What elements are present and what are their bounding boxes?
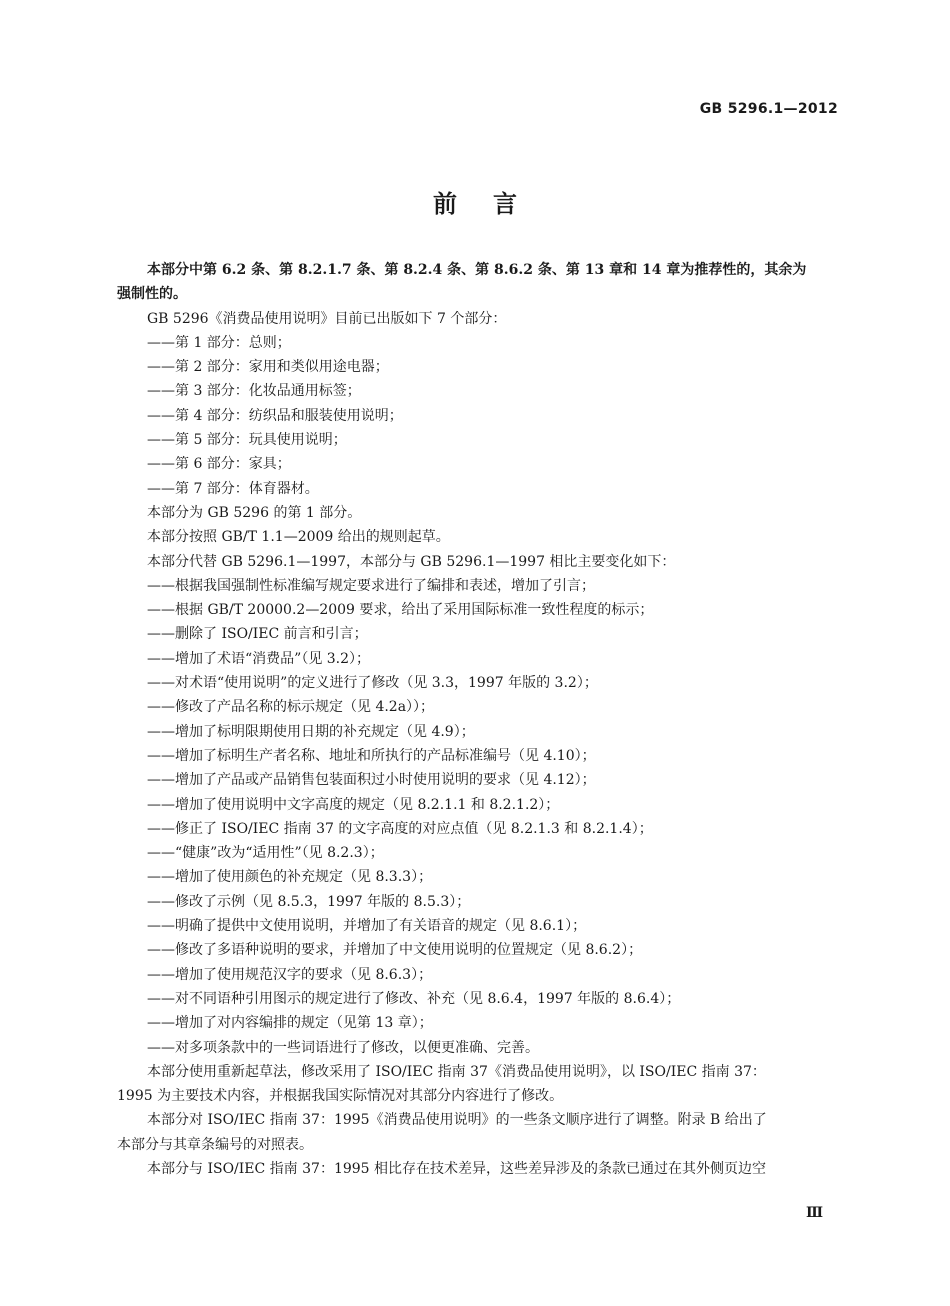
list-item: ——修改了多语种说明的要求，并增加了中文使用说明的位置规定（见 8.6.2）；	[147, 942, 643, 959]
list-item: ——对多项条款中的一些词语进行了修改，以便更准确、完善。	[147, 1039, 539, 1056]
list-item: ——增加了标明生产者名称、地址和所执行的产品标准编号（见 4.10）；	[147, 747, 596, 764]
list-item: ——增加了标明限期使用日期的补充规定（见 4.9）；	[147, 723, 475, 740]
list-item: ——修改了产品名称的标示规定（见 4.2a））；	[147, 699, 435, 716]
paragraph-line: 本部分使用重新起草法，修改采用了 ISO/IEC 指南 37《消费品使用说明》，以 ISO/IEC 指南 37：	[147, 1063, 766, 1080]
list-item: ——修改了示例（见 8.5.3，1997 年版的 8.5.3）；	[147, 893, 471, 910]
list-item: ——“健康”改为“适用性”（见 8.2.3）；	[147, 845, 384, 862]
list-item: ——根据我国强制性标准编写规定要求进行了编排和表述，增加了引言；	[147, 577, 595, 594]
list-item: ——对术语“使用说明”的定义进行了修改（见 3.3，1997 年版的 3.2）；	[147, 675, 598, 692]
list-item: ——修正了 ISO/IEC 指南 37 的文字高度的对应点值（见 8.2.1.3 和 8.2.1.4）；	[147, 820, 653, 837]
list-item: ——第 7 部分：体育器材。	[147, 480, 319, 497]
list-item: ——根据 GB/T 20000.2—2009 要求，给出了采用国际标准一致性程度的标示；	[147, 602, 654, 619]
list-item: ——第 5 部分：玩具使用说明；	[147, 432, 347, 449]
paragraph-line: 本部分代替 GB 5296.1—1997，本部分与 GB 5296.1—1997 相比主要变化如下：	[147, 553, 676, 570]
list-item: ——增加了对内容编排的规定（见第 13 章）；	[147, 1015, 433, 1032]
paragraph-line: 本部分中第 6.2 条、第 8.2.1.7 条、第 8.2.4 条、第 8.6.2 条、第 13 章和 14 章为推荐性的，其余为	[147, 262, 807, 278]
list-item: ——删除了 ISO/IEC 前言和引言；	[147, 626, 368, 643]
list-item: ——第 2 部分：家用和类似用途电器；	[147, 359, 389, 376]
page-title: 前言	[433, 189, 553, 218]
list-item: ——第 3 部分：化妆品通用标签；	[147, 383, 361, 400]
paragraph-line: 1995 为主要技术内容，并根据我国实际情况对其部分内容进行了修改。	[117, 1088, 564, 1105]
list-item: ——明确了提供中文使用说明，并增加了有关语音的规定（见 8.6.1）；	[147, 918, 587, 935]
paragraph-line: 本部分按照 GB/T 1.1—2009 给出的规则起草。	[147, 529, 450, 546]
list-item: ——第 4 部分：纺织品和服装使用说明；	[147, 407, 403, 424]
list-item: ——增加了术语“消费品”（见 3.2）；	[147, 650, 371, 667]
list-item: ——第 1 部分：总则；	[147, 334, 291, 351]
paragraph-line: 强制性的。	[117, 286, 187, 303]
paragraph-line: GB 5296《消费品使用说明》目前已出版如下 7 个部分：	[147, 310, 507, 327]
paragraph-line: 本部分与其章条编号的对照表。	[117, 1136, 313, 1153]
paragraph-line: 本部分对 ISO/IEC 指南 37：1995《消费品使用说明》的一些条文顺序进行了调整。附录 B 给出了	[147, 1112, 767, 1129]
list-item: ——增加了产品或产品销售包装面积过小时使用说明的要求（见 4.12）；	[147, 772, 596, 789]
page-number: Ⅲ	[805, 1205, 823, 1221]
list-item: ——第 6 部分：家具；	[147, 456, 291, 473]
list-item: ——增加了使用颜色的补充规定（见 8.3.3）；	[147, 869, 433, 886]
list-item: ——对不同语种引用图示的规定进行了修改、补充（见 8.6.4，1997 年版的 8.6.4）；	[147, 990, 681, 1007]
paragraph-line: 本部分与 ISO/IEC 指南 37：1995 相比存在技术差异，这些差异涉及的条款已通过在其外侧页边空	[147, 1160, 767, 1177]
paragraph-line: 本部分为 GB 5296 的第 1 部分。	[147, 504, 362, 521]
list-item: ——增加了使用规范汉字的要求（见 8.6.3）；	[147, 966, 433, 983]
standard-code: GB 5296.1—2012	[699, 101, 838, 117]
list-item: ——增加了使用说明中文字高度的规定（见 8.2.1.1 和 8.2.1.2）；	[147, 796, 560, 813]
body-text	[117, 258, 837, 1181]
